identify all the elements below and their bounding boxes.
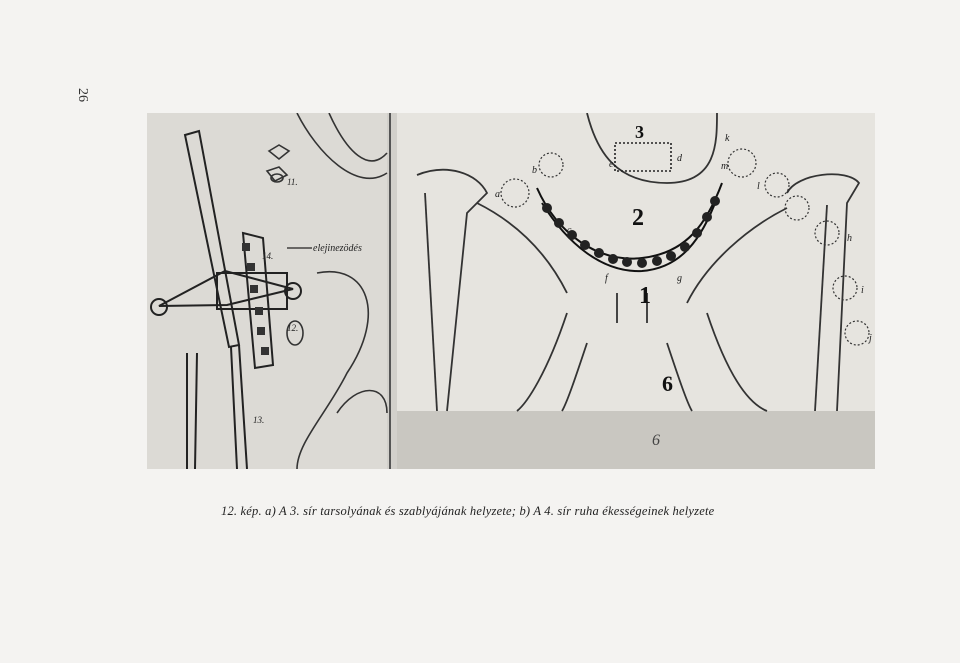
label-e: e [609, 159, 614, 170]
label-f: f [605, 273, 608, 284]
label-12: 12. [287, 323, 299, 333]
label-2: 2 [632, 205, 644, 231]
label-d: d [677, 153, 682, 164]
label-handwritten-note: elejinezödés [313, 243, 362, 254]
label-6: 6 [662, 371, 673, 396]
grave-drawing-figure [147, 113, 875, 469]
bottom-pencil-mark: 6 [652, 432, 660, 449]
page-number: 26 [75, 88, 90, 102]
label-1: 1 [639, 283, 651, 309]
label-a: a [495, 189, 500, 200]
label-g: g [677, 273, 682, 284]
label-11: 11. [287, 177, 298, 187]
label-c: c [567, 225, 572, 236]
label-k: k [725, 133, 730, 144]
label-j: j [869, 333, 872, 344]
label-m: m [721, 161, 729, 172]
label-h: h [847, 233, 852, 244]
label-l: l [757, 181, 760, 192]
label-13: 13. [253, 415, 265, 425]
right-panel-bg [397, 113, 875, 411]
label-i: i [861, 285, 864, 296]
label-3: 3 [635, 122, 644, 142]
label-14: 14. [262, 251, 274, 261]
figure-caption: 12. kép. a) A 3. sír tarsolyának és szablyájának helyzete; b) A 4. sír ruha ékességeinek helyzete [221, 504, 715, 518]
label-b: b [532, 165, 537, 176]
